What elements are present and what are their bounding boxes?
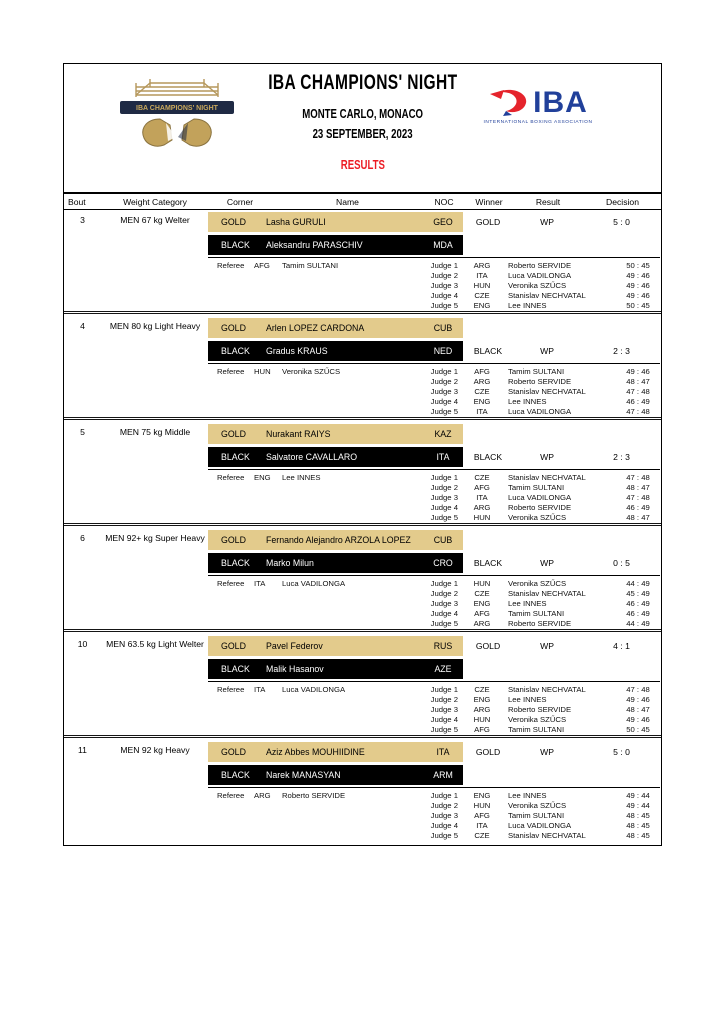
judge-name: Stanislav NECHVATAL	[508, 386, 586, 396]
officials-line	[208, 260, 660, 270]
event-title: IBA CHAMPIONS' NIGHT	[267, 71, 458, 94]
gold-boxer-noc: GEO	[433, 217, 453, 227]
column-header-result: Result	[535, 196, 561, 207]
referee-name: Lee INNES	[282, 472, 321, 482]
winner-group	[463, 447, 663, 467]
judge-name: Lee INNES	[508, 694, 547, 704]
bout-main	[64, 740, 661, 840]
referee-noc: AFG	[254, 260, 270, 270]
results-label: RESULTS	[340, 157, 385, 172]
referee-noc: ITA	[254, 578, 266, 588]
black-corner-label: BLACK	[221, 664, 250, 674]
judge-score: 47 : 48	[626, 407, 650, 417]
judge-label: Judge 2	[430, 482, 458, 492]
judge-score: 48 : 47	[626, 704, 650, 714]
judge-score: 49 : 46	[626, 366, 650, 376]
judge-name: Luca VADILONGA	[508, 821, 572, 831]
bout-number: 11	[78, 745, 87, 755]
black-boxer-noc: NED	[433, 346, 453, 356]
judge-name: Luca VADILONGA	[508, 407, 572, 417]
judge-name: Veronika SZŰCS	[508, 715, 567, 725]
iba-logo-text: IBA	[533, 86, 588, 119]
judge-noc: CZE	[474, 472, 490, 482]
gold-corner-label: GOLD	[221, 535, 246, 545]
judge-score: 46 : 49	[626, 598, 650, 608]
judge-name: Tamim SULTANI	[508, 609, 565, 619]
judge-label: Judge 3	[430, 704, 458, 714]
officials-line	[208, 588, 660, 598]
black-boxer-noc: CRO	[433, 558, 453, 568]
judge-label: Judge 5	[430, 619, 458, 629]
judge-score: 49 : 44	[626, 790, 650, 800]
judge-name: Tamim SULTANI	[508, 725, 565, 735]
judge-name: Roberto SERVIDE	[508, 704, 572, 714]
black-corner-label: BLACK	[221, 770, 250, 780]
bout-separator	[64, 311, 661, 314]
judge-score: 48 : 45	[626, 831, 650, 841]
judge-name: Luca VADILONGA	[508, 270, 572, 280]
judge-name: Lee INNES	[508, 301, 547, 311]
judge-noc: ENG	[473, 397, 491, 407]
judge-noc: AFG	[474, 810, 490, 820]
referee-label: Referee	[217, 578, 245, 588]
referee-label: Referee	[217, 472, 245, 482]
result-value: WP	[540, 217, 554, 227]
judge-name: Stanislav NECHVATAL	[508, 472, 586, 482]
column-header-winner: Winner	[475, 196, 503, 207]
judge-name: Veronika SZŰCS	[508, 800, 567, 810]
officials-line	[208, 609, 660, 619]
gold-boxer-name: Aziz Abbes MOUHIIDINE	[266, 747, 365, 757]
weight-category: MEN 80 kg Light Heavy	[109, 321, 201, 331]
referee-noc: ENG	[254, 472, 271, 482]
gold-boxer-noc: CUB	[433, 323, 453, 333]
column-header-weight-category: Weight Category	[123, 196, 187, 207]
judge-noc: AFG	[474, 366, 490, 376]
bout-main	[64, 316, 661, 416]
judge-label: Judge 2	[430, 376, 458, 386]
document-header	[64, 64, 661, 194]
judge-name: Lee INNES	[508, 397, 547, 407]
winner-value: BLACK	[473, 558, 503, 568]
judge-label: Judge 3	[430, 598, 458, 608]
decision-value: 5 : 0	[613, 217, 630, 227]
judge-label: Judge 5	[430, 301, 458, 311]
judge-score: 49 : 46	[626, 291, 650, 301]
referee-label: Referee	[217, 684, 245, 694]
judge-noc: ENG	[473, 598, 491, 608]
officials-line	[208, 684, 660, 694]
judge-score: 44 : 49	[626, 619, 650, 629]
judge-score: 48 : 47	[626, 513, 650, 523]
gold-boxer-noc: ITA	[436, 747, 450, 757]
judge-name: Stanislav NECHVATAL	[508, 291, 586, 301]
judge-label: Judge 2	[430, 694, 458, 704]
gold-corner-label: GOLD	[221, 217, 246, 227]
officials-block	[208, 681, 660, 735]
judge-noc: ITA	[476, 270, 488, 280]
officials-line	[208, 386, 660, 396]
judge-label: Judge 4	[430, 291, 458, 301]
judge-noc: CZE	[474, 684, 490, 694]
bout-block	[64, 523, 661, 628]
bout-number: 6	[80, 533, 85, 543]
winner-value: BLACK	[473, 346, 503, 356]
judge-noc: HUN	[473, 513, 491, 523]
black-corner-row	[208, 659, 463, 679]
judge-label: Judge 2	[430, 800, 458, 810]
judge-score: 49 : 46	[626, 715, 650, 725]
officials-line	[208, 821, 660, 831]
black-boxer-noc: ITA	[436, 452, 450, 462]
winner-value: BLACK	[473, 452, 503, 462]
black-corner-row	[208, 765, 463, 785]
officials-line	[208, 503, 660, 513]
judge-label: Judge 1	[430, 790, 458, 800]
bout-main	[64, 528, 661, 628]
black-corner-label: BLACK	[221, 558, 250, 568]
gold-boxer-name: Fernando Alejandro ARZOLA LOPEZ	[266, 535, 411, 545]
officials-line	[208, 270, 660, 280]
judge-noc: CZE	[474, 588, 490, 598]
judge-label: Judge 4	[430, 715, 458, 725]
judge-label: Judge 5	[430, 725, 458, 735]
judge-noc: ENG	[473, 694, 491, 704]
iba-logo	[473, 88, 603, 125]
officials-line	[208, 397, 660, 407]
judge-label: Judge 1	[430, 578, 458, 588]
column-header-noc: NOC	[434, 196, 454, 207]
officials-line	[208, 704, 660, 714]
black-corner-label: BLACK	[221, 346, 250, 356]
judge-name: Tamim SULTANI	[508, 366, 565, 376]
referee-name: Tamim SULTANI	[282, 260, 339, 270]
judge-label: Judge 4	[430, 503, 458, 513]
referee-name: Luca VADILONGA	[282, 578, 346, 588]
judge-name: Lee INNES	[508, 598, 547, 608]
referee-noc: HUN	[254, 366, 271, 376]
bout-separator	[64, 735, 661, 738]
black-corner-row	[208, 341, 463, 361]
black-boxer-noc: AZE	[434, 664, 452, 674]
bout-main	[64, 634, 661, 734]
gold-corner-row	[208, 318, 463, 338]
officials-line	[208, 831, 660, 841]
winner-value: GOLD	[475, 217, 501, 227]
gold-corner-row	[208, 742, 463, 762]
gold-corner-row	[208, 530, 463, 550]
judge-score: 49 : 46	[626, 280, 650, 290]
judge-score: 47 : 48	[626, 492, 650, 502]
officials-block	[208, 469, 660, 523]
judge-name: Roberto SERVIDE	[508, 376, 572, 386]
column-header-decision: Decision	[606, 196, 639, 207]
decision-value: 2 : 3	[613, 452, 630, 462]
black-corner-label: BLACK	[221, 452, 250, 462]
bout-block	[64, 210, 661, 310]
judge-label: Judge 2	[430, 588, 458, 598]
judge-noc: ENG	[473, 301, 491, 311]
officials-line	[208, 366, 660, 376]
officials-block	[208, 257, 660, 311]
officials-line	[208, 725, 660, 735]
bout-separator	[64, 417, 661, 420]
iba-logo-subtext: INTERNATIONAL BOXING ASSOCIATION	[483, 120, 593, 125]
judge-noc: ARG	[473, 619, 491, 629]
gold-corner-row	[208, 424, 463, 444]
judge-label: Judge 4	[430, 609, 458, 619]
judge-name: Luca VADILONGA	[508, 492, 572, 502]
officials-line	[208, 715, 660, 725]
result-value: WP	[540, 641, 554, 651]
judge-score: 50 : 45	[626, 260, 650, 270]
gold-boxer-noc: RUS	[433, 641, 453, 651]
winner-group	[463, 636, 663, 656]
judge-label: Judge 4	[430, 821, 458, 831]
judge-noc: HUN	[473, 800, 491, 810]
referee-label: Referee	[217, 790, 245, 800]
officials-block	[208, 787, 660, 841]
officials-line	[208, 810, 660, 820]
judge-label: Judge 1	[430, 366, 458, 376]
judge-label: Judge 2	[430, 270, 458, 280]
judge-score: 47 : 48	[626, 386, 650, 396]
judge-score: 50 : 45	[626, 725, 650, 735]
event-date: 23 SEPTEMBER, 2023	[312, 126, 413, 141]
result-value: WP	[540, 346, 554, 356]
judge-name: Stanislav NECHVATAL	[508, 588, 586, 598]
judge-name: Roberto SERVIDE	[508, 619, 572, 629]
winner-group	[463, 553, 663, 573]
table-header-row	[64, 194, 661, 210]
gold-boxer-name: Nurakant RAIYS	[266, 429, 331, 439]
decision-value: 2 : 3	[613, 346, 630, 356]
judge-noc: CZE	[474, 831, 490, 841]
judge-noc: HUN	[473, 578, 491, 588]
gold-corner-label: GOLD	[221, 323, 246, 333]
officials-line	[208, 301, 660, 311]
judge-label: Judge 1	[430, 472, 458, 482]
column-header-bout: Bout	[68, 196, 86, 207]
referee-label: Referee	[217, 366, 245, 376]
judge-score: 45 : 49	[626, 588, 650, 598]
judge-score: 48 : 45	[626, 810, 650, 820]
judge-score: 50 : 45	[626, 301, 650, 311]
judge-label: Judge 5	[430, 513, 458, 523]
officials-line	[208, 482, 660, 492]
judge-score: 46 : 49	[626, 503, 650, 513]
gold-boxer-name: Lasha GURULI	[266, 217, 326, 227]
judge-score: 44 : 49	[626, 578, 650, 588]
black-boxer-name: Marko Milun	[266, 558, 314, 568]
bouts-list	[64, 210, 661, 840]
officials-line	[208, 694, 660, 704]
judge-noc: ARG	[473, 260, 491, 270]
decision-value: 5 : 0	[613, 747, 630, 757]
iba-glove-icon	[488, 88, 530, 118]
judge-score: 48 : 45	[626, 821, 650, 831]
bout-number: 5	[80, 427, 85, 437]
black-boxer-name: Narek MANASYAN	[266, 770, 341, 780]
referee-label: Referee	[217, 260, 245, 270]
gold-corner-label: GOLD	[221, 641, 246, 651]
judge-label: Judge 5	[430, 831, 458, 841]
judge-noc: ARG	[473, 376, 491, 386]
black-boxer-name: Malik Hasanov	[266, 664, 324, 674]
judge-noc: AFG	[474, 725, 490, 735]
judge-label: Judge 4	[430, 397, 458, 407]
bout-separator	[64, 629, 661, 632]
decision-value: 0 : 5	[613, 558, 630, 568]
winner-group	[463, 742, 663, 762]
bout-number: 3	[80, 215, 85, 225]
officials-line	[208, 513, 660, 523]
judge-score: 48 : 47	[626, 482, 650, 492]
gold-boxer-name: Pavel Federov	[266, 641, 323, 651]
officials-line	[208, 472, 660, 482]
gold-corner-label: GOLD	[221, 429, 246, 439]
officials-line	[208, 492, 660, 502]
gold-boxer-noc: CUB	[433, 535, 453, 545]
winner-group	[463, 341, 663, 361]
gold-corner-label: GOLD	[221, 747, 246, 757]
judge-noc: HUN	[473, 280, 491, 290]
judge-label: Judge 1	[430, 260, 458, 270]
judge-score: 46 : 49	[626, 397, 650, 407]
winner-group	[463, 212, 663, 232]
judge-score: 49 : 46	[626, 694, 650, 704]
officials-line	[208, 291, 660, 301]
judge-noc: ITA	[476, 492, 488, 502]
officials-block	[208, 363, 660, 417]
judge-label: Judge 3	[430, 280, 458, 290]
weight-category: MEN 92+ kg Super Heavy	[105, 533, 205, 543]
officials-line	[208, 619, 660, 629]
judge-noc: HUN	[473, 715, 491, 725]
judge-noc: ENG	[473, 790, 491, 800]
bout-number: 10	[77, 639, 88, 649]
judge-noc: ITA	[476, 821, 488, 831]
black-boxer-name: Salvatore CAVALLARO	[266, 452, 358, 462]
gold-corner-row	[208, 636, 463, 656]
judge-noc: ARG	[473, 503, 491, 513]
judge-score: 47 : 48	[626, 472, 650, 482]
judge-name: Roberto SERVIDE	[508, 503, 572, 513]
officials-line	[208, 407, 660, 417]
result-value: WP	[540, 558, 554, 568]
black-boxer-noc: MDA	[433, 240, 453, 250]
judge-noc: CZE	[474, 386, 490, 396]
judge-score: 48 : 47	[626, 376, 650, 386]
judge-name: Stanislav NECHVATAL	[508, 684, 586, 694]
referee-name: Roberto SERVIDE	[282, 790, 346, 800]
officials-block	[208, 575, 660, 629]
judge-score: 49 : 44	[626, 800, 650, 810]
weight-category: MEN 75 kg Middle	[119, 427, 191, 437]
judge-label: Judge 3	[430, 492, 458, 502]
judge-label: Judge 5	[430, 407, 458, 417]
black-boxer-name: Gradus KRAUS	[266, 346, 328, 356]
judge-score: 47 : 48	[626, 684, 650, 694]
bout-main	[64, 210, 661, 310]
black-corner-label: BLACK	[221, 240, 250, 250]
referee-noc: ARG	[254, 790, 271, 800]
judge-score: 49 : 46	[626, 270, 650, 280]
bout-main	[64, 422, 661, 522]
event-location: MONTE CARLO, MONACO	[302, 106, 423, 121]
bout-separator	[64, 523, 661, 526]
decision-value: 4 : 1	[613, 641, 630, 651]
weight-category: MEN 92 kg Heavy	[120, 745, 190, 755]
bout-block	[64, 311, 661, 416]
judge-label: Judge 1	[430, 684, 458, 694]
judge-name: Veronika SZŰCS	[508, 280, 567, 290]
judge-label: Judge 3	[430, 810, 458, 820]
bout-block	[64, 735, 661, 840]
judge-noc: CZE	[474, 291, 490, 301]
document-frame	[63, 63, 662, 846]
winner-value: GOLD	[475, 747, 501, 757]
gold-boxer-noc: KAZ	[434, 429, 452, 439]
gold-corner-row	[208, 212, 463, 232]
weight-category: MEN 63.5 kg Light Welter	[106, 639, 204, 649]
winner-value: GOLD	[475, 641, 501, 651]
officials-line	[208, 800, 660, 810]
judge-name: Roberto SERVIDE	[508, 260, 572, 270]
black-corner-row	[208, 235, 463, 255]
judge-name: Lee INNES	[508, 790, 547, 800]
judge-name: Tamim SULTANI	[508, 810, 565, 820]
officials-line	[208, 280, 660, 290]
judge-score: 46 : 49	[626, 609, 650, 619]
black-corner-row	[208, 447, 463, 467]
judge-name: Veronika SZŰCS	[508, 578, 567, 588]
officials-line	[208, 578, 660, 588]
judge-label: Judge 3	[430, 386, 458, 396]
bout-block	[64, 417, 661, 522]
weight-category: MEN 67 kg Welter	[120, 215, 190, 225]
judge-name: Stanislav NECHVATAL	[508, 831, 586, 841]
result-value: WP	[540, 452, 554, 462]
officials-line	[208, 598, 660, 608]
black-boxer-noc: ARM	[433, 770, 453, 780]
judge-noc: AFG	[474, 609, 490, 619]
judge-noc: ARG	[473, 704, 491, 714]
referee-name: Luca VADILONGA	[282, 684, 346, 694]
officials-line	[208, 376, 660, 386]
bout-block	[64, 629, 661, 734]
judge-noc: ITA	[476, 407, 488, 417]
left-logo-text: IBA CHAMPIONS' NIGHT	[136, 105, 218, 112]
judge-noc: AFG	[474, 482, 490, 492]
column-header-corner: Corner	[226, 196, 254, 207]
officials-line	[208, 790, 660, 800]
bout-number: 4	[80, 321, 85, 331]
column-header-name: Name	[336, 196, 359, 207]
judge-name: Veronika SZŰCS	[508, 513, 567, 523]
referee-noc: ITA	[254, 684, 266, 694]
judge-name: Tamim SULTANI	[508, 482, 565, 492]
black-corner-row	[208, 553, 463, 573]
result-value: WP	[540, 747, 554, 757]
referee-name: Veronika SZŰCS	[282, 366, 341, 376]
black-boxer-name: Aleksandru PARASCHIV	[266, 240, 363, 250]
gold-boxer-name: Arlen LOPEZ CARDONA	[266, 323, 365, 333]
